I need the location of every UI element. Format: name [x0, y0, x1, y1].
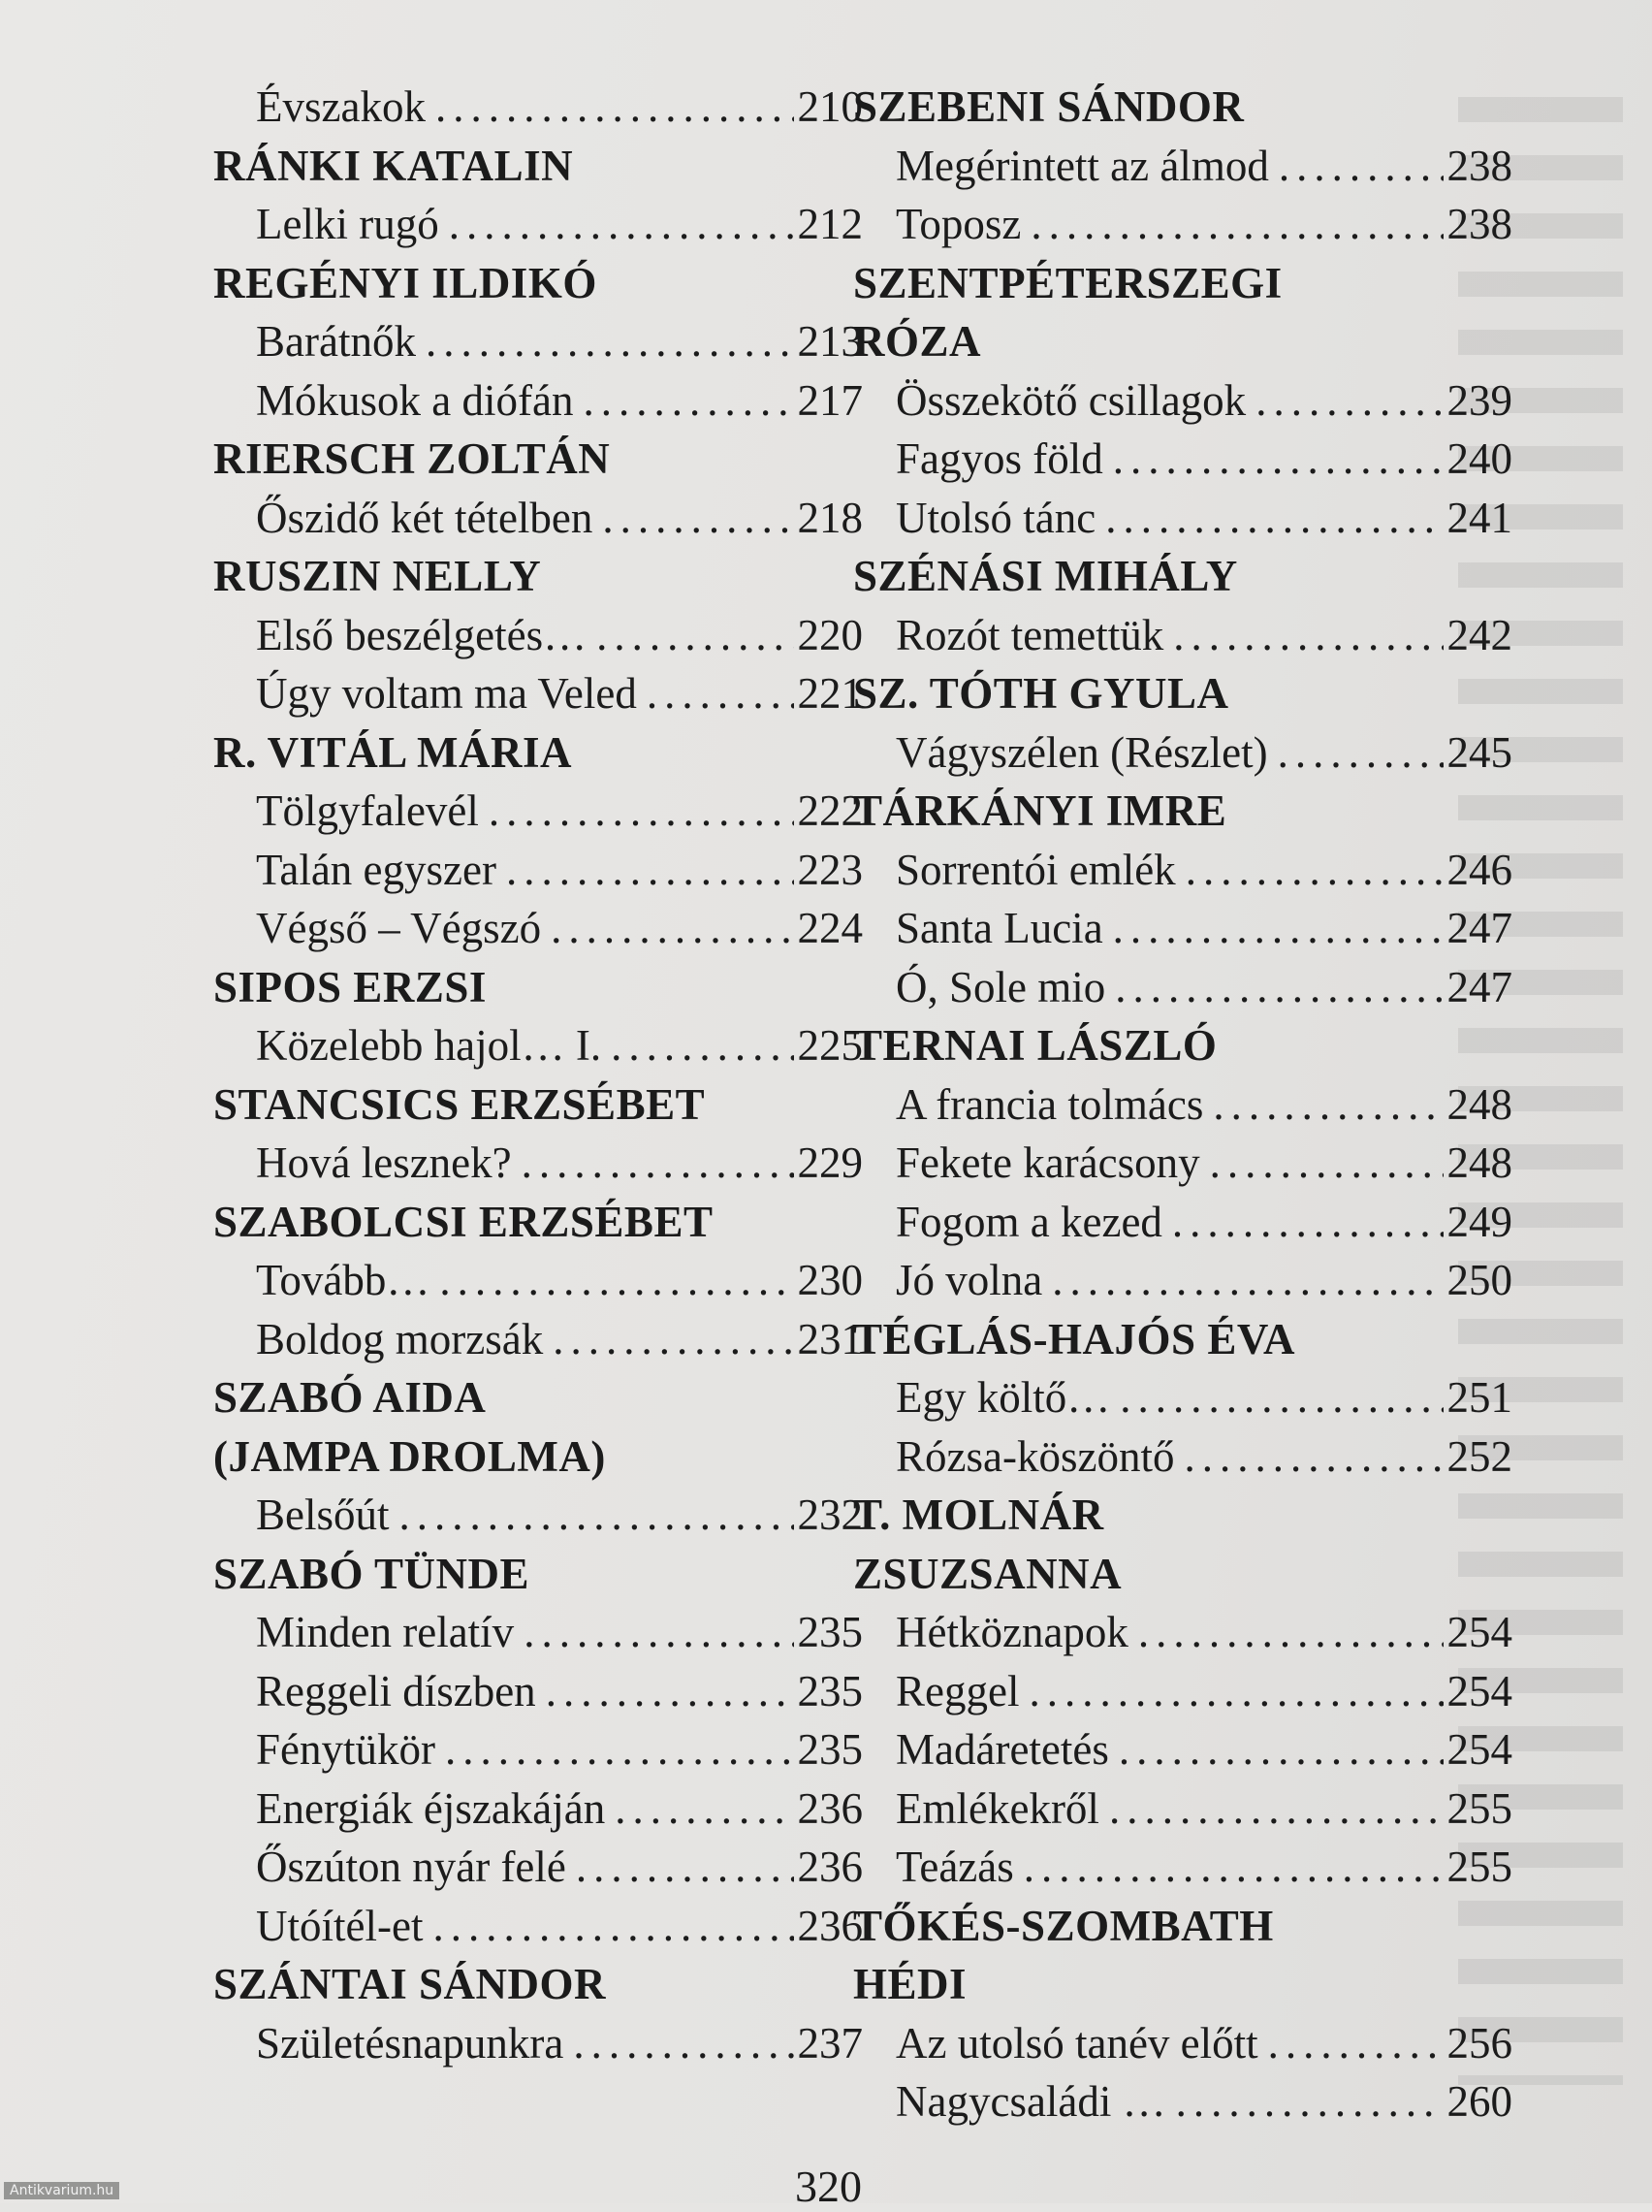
dot-leader	[611, 1016, 793, 1075]
dot-leader	[647, 664, 794, 723]
dot-leader	[583, 371, 793, 431]
toc-author-heading: RÁNKI KATALIN	[213, 141, 574, 190]
entry-page-number: 260	[1446, 2077, 1512, 2126]
entry-title: Toposz	[896, 200, 1022, 248]
entry-title: Egy költő…	[896, 1373, 1111, 1422]
entry-title: Minden relatív	[256, 1608, 515, 1656]
entry-page-number: 248	[1446, 1138, 1512, 1187]
dot-leader	[1052, 1251, 1443, 1310]
toc-author-heading: TŐKÉS-SZOMBATH	[853, 1901, 1274, 1950]
dot-leader	[551, 899, 793, 958]
entry-page-number: 242	[1446, 610, 1512, 659]
entry-title: Fogom a kezed	[896, 1197, 1162, 1246]
toc-entry	[213, 1134, 863, 1193]
toc-entry	[853, 1368, 1512, 1427]
toc-entry	[853, 1427, 1512, 1487]
dot-leader	[449, 195, 794, 254]
entry-page-number: 231	[797, 1314, 863, 1363]
toc-entry	[853, 899, 1512, 958]
dot-leader	[445, 1720, 794, 1779]
dot-leader	[1024, 1838, 1444, 1897]
toc-author-heading: REGÉNYI ILDIKÓ	[213, 258, 597, 307]
entry-title: Utolsó tánc	[896, 493, 1096, 542]
dot-leader	[1173, 606, 1443, 665]
dot-leader	[1029, 1662, 1443, 1721]
dot-leader	[1115, 958, 1443, 1017]
dot-leader	[602, 489, 793, 548]
toc-entry	[853, 723, 1512, 783]
entry-page-number: 235	[797, 1608, 863, 1656]
entry-title: Reggel	[896, 1666, 1020, 1715]
entry-page-number: 241	[1446, 493, 1512, 542]
entry-page-number: 232	[797, 1491, 863, 1539]
toc-entry	[213, 1251, 863, 1310]
entry-title: Rózsa-köszöntő	[896, 1431, 1175, 1481]
toc-author-heading: RIERSCH ZOLTÁN	[213, 434, 611, 483]
toc-entry	[213, 1603, 863, 1662]
entry-page-number: 230	[797, 1256, 863, 1304]
dot-leader	[489, 782, 794, 841]
toc-entry	[853, 489, 1512, 548]
entry-page-number: 235	[797, 1666, 863, 1715]
entry-page-number: 255	[1446, 1783, 1512, 1833]
dot-leader	[576, 1838, 794, 1897]
entry-title: Végső – Végszó	[256, 904, 542, 952]
dot-leader	[506, 841, 794, 900]
entry-page-number: 213	[797, 317, 863, 366]
toc-author-heading: SZÁNTAI SÁNDOR	[213, 1960, 606, 2008]
toc-entry	[853, 1603, 1512, 1662]
entry-title: Lelki rugó	[256, 200, 439, 248]
toc-entry	[853, 195, 1512, 254]
entry-title: Sorrentói emlék	[896, 845, 1176, 894]
toc-author-heading: SZABÓ AIDA	[213, 1373, 487, 1422]
entry-page-number: 236	[797, 1783, 863, 1833]
entry-page-number: 239	[1446, 375, 1512, 425]
entry-page-number: 240	[1446, 434, 1512, 483]
toc-entry	[853, 2014, 1512, 2073]
dot-leader	[1138, 1603, 1444, 1662]
toc-author-heading: ZSUZSANNA	[853, 1549, 1123, 1598]
toc-author-heading: SIPOS ERZSI	[213, 962, 487, 1011]
toc-entry	[853, 841, 1512, 900]
entry-title: Rozót temettük	[896, 610, 1164, 659]
entry-title: Utóítél-et	[256, 1901, 424, 1950]
dot-leader	[1255, 371, 1443, 431]
entry-title: Úgy voltam ma Veled	[256, 669, 637, 718]
dot-leader	[1176, 2072, 1444, 2132]
dot-leader	[1105, 489, 1443, 548]
entry-page-number: 225	[797, 1021, 863, 1070]
entry-title: Hová lesznek?	[256, 1138, 512, 1187]
toc-entry	[853, 1134, 1512, 1193]
toc-entry	[213, 1838, 863, 1897]
entry-page-number: 212	[797, 200, 863, 248]
toc-author-heading: TÉGLÁS-HAJÓS ÉVA	[853, 1314, 1296, 1363]
toc-author-heading: TÁRKÁNYI IMRE	[853, 786, 1227, 835]
entry-page-number: 210	[797, 82, 863, 131]
toc-author-heading: (JAMPA DROLMA)	[213, 1431, 606, 1481]
entry-title: Teázás	[896, 1843, 1014, 1891]
page-number: 320	[795, 2162, 862, 2211]
toc-author-heading: T. MOLNÁR	[853, 1491, 1104, 1539]
toc-entry	[213, 606, 863, 665]
dot-leader	[1278, 723, 1444, 783]
dot-leader	[1279, 137, 1444, 196]
toc-entry	[213, 195, 863, 254]
toc-author-heading: SZÉNÁSI MIHÁLY	[853, 552, 1238, 600]
entry-title: Az utolsó tanév előtt	[896, 2018, 1258, 2068]
entry-page-number: 250	[1446, 1256, 1512, 1304]
toc-entry	[213, 489, 863, 548]
toc-entry	[213, 1486, 863, 1545]
toc-author-heading: SZABOLCSI ERZSÉBET	[213, 1197, 714, 1246]
toc-author-heading: SZENTPÉTERSZEGI	[853, 258, 1283, 307]
entry-title: Közelebb hajol… I.	[256, 1021, 602, 1070]
entry-title: Hétköznapok	[896, 1608, 1128, 1656]
toc-author-heading: SZ. TÓTH GYULA	[853, 669, 1229, 718]
entry-title: Első beszélgetés…	[256, 610, 588, 659]
toc-entry	[213, 782, 863, 841]
toc-right-column	[853, 78, 1512, 2132]
dot-leader	[615, 1779, 793, 1839]
toc-entry	[213, 1662, 863, 1721]
entry-title: Születésnapunkra	[256, 2018, 564, 2068]
toc-entry	[213, 841, 863, 900]
entry-page-number: 251	[1446, 1373, 1512, 1422]
toc-entry	[853, 1251, 1512, 1310]
toc-entry	[213, 664, 863, 723]
entry-page-number: 236	[797, 1901, 863, 1950]
dot-leader	[522, 1134, 794, 1193]
toc-author-heading: SZABÓ TÜNDE	[213, 1549, 530, 1598]
dot-leader	[1109, 1779, 1444, 1839]
toc-author-heading: HÉDI	[853, 1960, 968, 2008]
toc-entry	[853, 1779, 1512, 1839]
entry-title: Fagyos föld	[896, 434, 1103, 483]
dot-leader	[439, 1251, 793, 1310]
dot-leader	[1210, 1134, 1444, 1193]
entry-title: Emlékekről	[896, 1783, 1099, 1833]
entry-title: A francia tolmács	[896, 1079, 1204, 1129]
entry-title: Energiák éjszakáján	[256, 1783, 606, 1833]
toc-author-heading: TERNAI LÁSZLÓ	[853, 1021, 1218, 1070]
entry-title: Tovább…	[256, 1256, 430, 1304]
toc-entry	[213, 78, 863, 137]
dot-leader	[426, 312, 794, 371]
dot-leader	[399, 1486, 794, 1545]
entry-page-number: 255	[1446, 1843, 1512, 1891]
toc-entry	[853, 1193, 1512, 1252]
toc-entry	[853, 1662, 1512, 1721]
entry-title: Reggeli díszben	[256, 1666, 536, 1715]
entry-page-number: 220	[797, 610, 863, 659]
dot-leader	[524, 1603, 793, 1662]
entry-page-number: 222	[797, 786, 863, 835]
entry-page-number: 256	[1446, 2018, 1512, 2068]
entry-page-number: 249	[1446, 1197, 1512, 1246]
entry-page-number: 254	[1446, 1666, 1512, 1715]
entry-page-number: 217	[797, 375, 863, 425]
watermark: Antikvarium.hu	[4, 2182, 119, 2199]
entry-title: Santa Lucia	[896, 904, 1103, 952]
entry-title: Nagycsaládi …	[896, 2077, 1166, 2126]
entry-page-number: 237	[797, 2018, 863, 2068]
dot-leader	[435, 78, 794, 137]
toc-entry	[853, 1075, 1512, 1135]
dot-leader	[1119, 1720, 1444, 1779]
toc-entry	[213, 1779, 863, 1839]
dot-leader	[1113, 899, 1444, 958]
dot-leader	[432, 1897, 793, 1956]
entry-page-number: 223	[797, 845, 863, 894]
entry-title: Őszidő két tételben	[256, 493, 593, 542]
entry-title: Fekete karácsony	[896, 1138, 1200, 1187]
entry-page-number: 224	[797, 904, 863, 952]
toc-entry	[853, 1838, 1512, 1897]
dot-leader	[596, 606, 793, 665]
toc-left-column	[213, 78, 863, 2072]
dot-leader	[1172, 1193, 1444, 1252]
toc-entry	[853, 1720, 1512, 1779]
toc-entry	[213, 312, 863, 371]
toc-entry	[853, 430, 1512, 489]
entry-title: Évszakok	[256, 82, 426, 131]
toc-entry	[853, 958, 1512, 1017]
entry-page-number: 254	[1446, 1725, 1512, 1774]
entry-page-number: 247	[1446, 962, 1512, 1011]
entry-title: Fénytükör	[256, 1725, 435, 1774]
toc-entry	[853, 2072, 1512, 2132]
entry-title: Őszúton nyár felé	[256, 1843, 566, 1891]
toc-entry	[213, 1720, 863, 1779]
entry-title: Vágyszélen (Részlet)	[896, 727, 1268, 777]
toc-entry	[213, 1016, 863, 1075]
entry-title: Boldog morzsák	[256, 1314, 544, 1363]
dot-leader	[1113, 430, 1444, 489]
entry-page-number: 248	[1446, 1079, 1512, 1129]
toc-entry	[853, 606, 1512, 665]
toc-entry	[213, 2014, 863, 2073]
entry-title: Jó volna	[896, 1256, 1043, 1304]
entry-title: Barátnők	[256, 317, 416, 366]
entry-page-number: 236	[797, 1843, 863, 1891]
entry-title: Tölgyfalevél	[256, 786, 479, 835]
entry-title: Mókusok a diófán	[256, 375, 574, 425]
entry-title: Ó, Sole mio	[896, 962, 1106, 1011]
entry-page-number: 229	[797, 1138, 863, 1187]
entry-title: Talán egyszer	[256, 845, 496, 894]
entry-title: Belsőút	[256, 1491, 390, 1539]
toc-entry	[213, 371, 863, 431]
entry-title: Megérintett az álmod	[896, 141, 1269, 190]
entry-page-number: 245	[1446, 727, 1512, 777]
dot-leader	[1031, 195, 1443, 254]
entry-page-number: 252	[1446, 1431, 1512, 1481]
toc-entry	[853, 137, 1512, 196]
dot-leader	[1184, 1427, 1443, 1487]
toc-author-heading: SZEBENI SÁNDOR	[853, 82, 1245, 131]
entry-page-number: 246	[1446, 845, 1512, 894]
toc-author-heading: RUSZIN NELLY	[213, 552, 542, 600]
entry-page-number: 238	[1446, 141, 1512, 190]
entry-page-number: 238	[1446, 200, 1512, 248]
toc-entry	[213, 899, 863, 958]
dot-leader	[1120, 1368, 1443, 1427]
toc-author-heading: STANCSICS ERZSÉBET	[213, 1079, 706, 1129]
toc-entry	[853, 371, 1512, 431]
toc-author-heading: R. VITÁL MÁRIA	[213, 727, 572, 777]
entry-page-number: 254	[1446, 1608, 1512, 1656]
dot-leader	[553, 1310, 793, 1369]
toc-author-heading: RÓZA	[853, 317, 982, 366]
entry-page-number: 247	[1446, 904, 1512, 952]
toc-entry	[213, 1897, 863, 1956]
entry-page-number: 235	[797, 1725, 863, 1774]
entry-title: Összekötő csillagok	[896, 375, 1247, 425]
dot-leader	[1268, 2014, 1444, 2073]
entry-page-number: 221	[797, 669, 863, 718]
dot-leader	[546, 1662, 794, 1721]
entry-title: Madáretetés	[896, 1725, 1109, 1774]
dot-leader	[1186, 841, 1444, 900]
dot-leader	[1213, 1075, 1443, 1135]
entry-page-number: 218	[797, 493, 863, 542]
dot-leader	[573, 2014, 793, 2073]
toc-entry	[213, 1310, 863, 1369]
